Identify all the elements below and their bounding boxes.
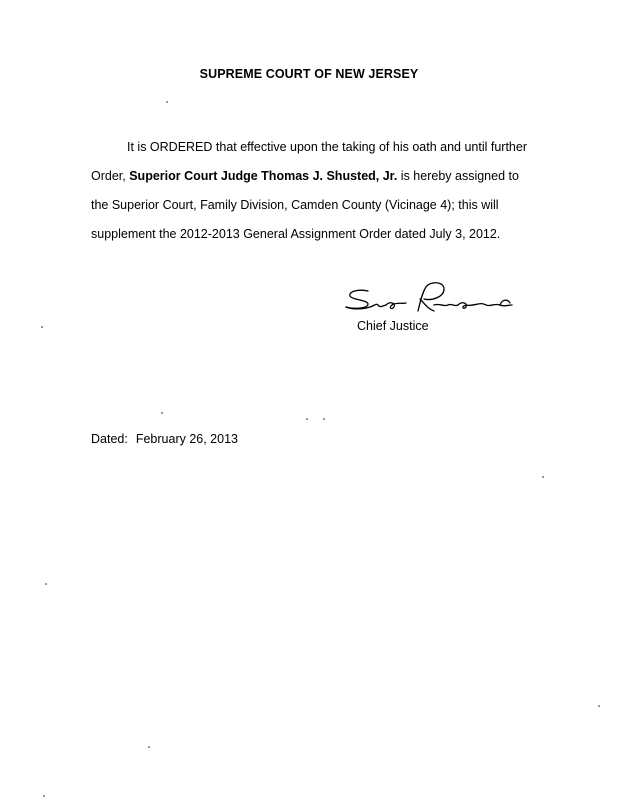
court-heading: SUPREME COURT OF NEW JERSEY (199, 67, 419, 81)
scan-speck (306, 418, 308, 420)
scan-speck (41, 326, 43, 328)
order-line-4: supplement the 2012-2013 General Assignment Order dated July 3, 2012. (91, 227, 501, 241)
order-line-2-suffix: is hereby assigned to (397, 169, 519, 183)
scan-speck (323, 418, 325, 420)
date-line (91, 432, 238, 446)
judge-name: Superior Court Judge Thomas J. Shusted, Jr. (129, 169, 398, 183)
dated-value: February 26, 2013 (135, 432, 238, 446)
order-line-3: the Superior Court, Family Division, Camden County (Vicinage 4); this will (91, 198, 499, 212)
order-line-1: It is ORDERED that effective upon the taking of his oath and until further (127, 140, 527, 154)
scan-speck (161, 412, 163, 414)
scan-speck (542, 476, 544, 478)
scan-speck (166, 101, 168, 103)
scan-speck (598, 705, 600, 707)
scan-speck (148, 746, 150, 748)
order-paragraph (91, 133, 536, 249)
scan-speck (45, 583, 47, 585)
scan-speck (43, 795, 45, 797)
order-line-2-prefix: Order, (91, 169, 130, 183)
signatory-title: Chief Justice (357, 319, 429, 333)
order-line-2 (91, 162, 536, 191)
handwritten-signature (340, 279, 540, 321)
dated-label: Dated: (91, 432, 128, 446)
